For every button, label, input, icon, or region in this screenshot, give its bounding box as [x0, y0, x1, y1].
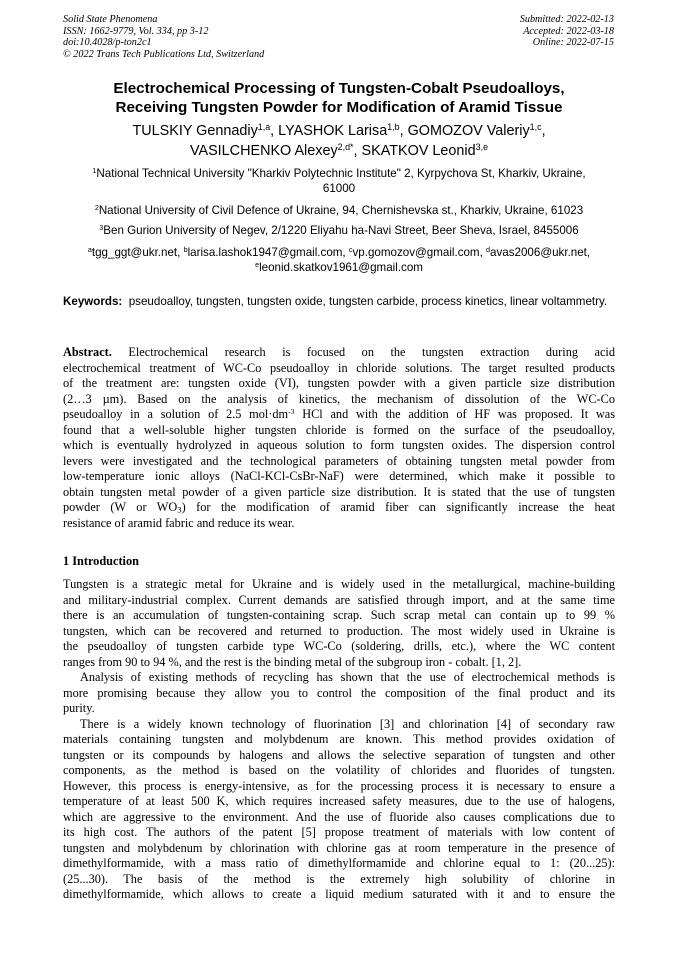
body-line: tungsten or its compounds by halogens and allows the selective separation of tungsten and other	[63, 747, 615, 762]
abstract-line: powder (W or $WO_3$) for the modification of aramid fiber can significantly increase the heat	[63, 500, 615, 515]
journal-info	[63, 14, 264, 60]
keywords-text: pseudoalloy, tungsten, tungsten oxide, tungsten carbide, process kinetics, linear voltammetry.	[128, 295, 608, 308]
affiliation-1	[63, 167, 615, 196]
author-list	[40, 121, 638, 161]
authors-line-1: TULSKIY Gennadiy$^{1,a}$, LYASHOK Larisa$^{1,b}$, GOMOZOV Valeriy$^{1,c}$,	[132, 122, 546, 139]
keywords-label: Keywords:	[63, 295, 123, 308]
author-name: TULSKIY Gennadiy	[132, 123, 258, 139]
affiliation-2: $^2$National University of Civil Defence of Ukraine, 94, Chernishevska st., Kharkiv, Ukraine, 61023	[94, 203, 584, 217]
author-affil-marker: 2,d*	[337, 142, 354, 153]
title-line-2: Receiving Tungsten Powder for Modification of Aramid Tissue	[115, 98, 563, 116]
author-emails: $^a$tgg_ggt@ukr.net, $^b$larisa.lashok1947@gmail.com, $^c$vp.gomozov@gmail.com, $^d$avas2006@ukr.net, $^e$leonid.skatkov1961@gmail.com	[87, 245, 591, 274]
body-line: dimethylformamide, with a mass ratio of dimethylformamide and chlorine equal to 1: (20...25):	[63, 856, 615, 870]
email-link[interactable]: tgg_ggt@ukr.net,	[91, 246, 181, 259]
affiliation-1-line-2: 61000	[322, 181, 356, 195]
abstract-line: found that a well-soluble higher tungsten chloride is formed on the surface of the pseudoalloy,	[63, 422, 615, 437]
abstract-line: electrochemical treatment of WC-Co pseudoalloy in chloride solutions. The target resulted products	[63, 360, 615, 375]
authors-line-2: VASILCHENKO Alexey$^{2,d*}$, SKATKOV Leonid$^{3,e}$	[189, 142, 489, 159]
abstract	[63, 345, 615, 531]
author-name: LYASHOK Larisa	[278, 123, 388, 139]
online-date: Online: 2022-07-15	[532, 37, 614, 49]
body-line: temperature of at least 500 K, which requires increased safety measures, due to the use of halogens,	[63, 794, 615, 808]
affil-marker: 1	[92, 166, 97, 176]
email-link[interactable]: larisa.lashok1947@gmail.com,	[187, 246, 346, 259]
author-name: VASILCHENKO Alexey	[189, 143, 338, 159]
author-affil-marker: 3,e	[475, 142, 489, 153]
body-line: more promising because they allow you to control the composition of the final product and its	[63, 685, 615, 700]
abstract-line: pseudoalloy in a solution of 2.5 $mol\cdot dm^{-3}$ HCl and with the addition of HF was proposed. It was	[63, 406, 616, 421]
author-affil-marker: 1,a	[257, 122, 271, 133]
copyright: © 2022 Trans Tech Publications Ltd, Switzerland	[63, 48, 265, 60]
author-affil-marker: 1,c	[529, 122, 542, 133]
email-link[interactable]: leonid.skatkov1961@gmail.com	[259, 260, 423, 274]
author-name: SKATKOV Leonid	[361, 143, 476, 159]
body-line: and military-industrial complex. Current demands are satisfied through import, and at the same time	[63, 592, 615, 607]
abstract-line: Abstract. Electrochemical research is focused on the tungsten extraction during acid	[63, 345, 615, 359]
abstract-line: low-temperature ionic alloys (NaCl-KCl-CsBr-NaF) were determined, which make it possible to	[63, 469, 615, 483]
body-line: components, as the method is based on the volatility of chlorides and fluorides of tungsten.	[63, 763, 615, 777]
body-line: dimethylformamide, which allows to create a liquid medium saturated with it and to ensure the	[63, 887, 615, 901]
email-link[interactable]: vp.gomozov@gmail.com,	[352, 246, 483, 259]
abstract-line: obtain tungsten metal powder of a given particle size distribution. It is stated that the use of tungsten	[63, 484, 615, 499]
section-heading-introduction: 1 Introduction	[63, 554, 139, 568]
publication-dates	[520, 14, 614, 49]
body-line: the pseudoalloy of tungsten carbide type WC-Co (soldering, drills, etc.), where the WC content	[63, 639, 615, 653]
body-line: (25...30). The basis of the method is the extremely high solubility of chlorine in	[63, 871, 615, 886]
paper-title	[40, 80, 638, 117]
body-line: Tungsten is a strategic metal for Ukraine and is widely used in the metallurgical, machine-building	[63, 577, 615, 591]
body-line: ranges from 90 to 94 %, and the rest is the binding metal of the subgroup iron - cobalt. [1, 2].	[63, 654, 522, 669]
body-line: There is a widely known technology of fluorination [3] and chlorination [4] of secondary raw	[80, 716, 615, 731]
abstract-line: levers were investigated and the technological parameters of obtaining tungsten metal powder from	[63, 453, 615, 468]
journal-name: Solid State Phenomena	[63, 14, 158, 25]
body-line: its high cost. The authors of the patent [5] propose treatment of materials with low content of	[63, 825, 615, 839]
body-line: However, this process is energy-intensive, as for the processing process it is necessary to ensure a	[63, 778, 615, 793]
body-line: Analysis of existing methods of recycling has shown that the use of electrochemical methods is	[80, 670, 615, 684]
abstract-label: Abstract.	[63, 345, 112, 359]
author-affil-marker: 1,b	[387, 122, 400, 133]
issn-volume: ISSN: 1662-9779, Vol. 334, pp 3-12	[63, 25, 209, 37]
submitted-date: Submitted: 2022-02-13	[519, 14, 614, 25]
affil-marker: 3	[99, 223, 104, 233]
title-line-1: Electrochemical Processing of Tungsten-Cobalt Pseudoalloys,	[113, 80, 565, 97]
affiliation-3: $^3$Ben Gurion University of Negev, 2/1220 Eliyahu ha-Navi Street, Beer Sheva, Israel, 8455006	[99, 223, 579, 237]
introduction-body	[63, 577, 615, 903]
body-line: tungsten and molybdenum by chlorination with chlorine gas at room temperature in the presence of	[63, 840, 615, 855]
accepted-date: Accepted: 2022-03-18	[523, 25, 614, 37]
abstract-line: (2…3 µm). Based on the analysis of kinetics, the mechanism of dissolution of the WC-Co	[63, 391, 615, 406]
doi-link[interactable]: doi:10.4028/p-ton2c1	[63, 37, 152, 49]
email-link[interactable]: avas2006@ukr.net,	[490, 246, 591, 259]
body-line: purity.	[63, 701, 95, 715]
abstract-line: resistance of aramid fabric and reduce its wear.	[63, 515, 295, 530]
abstract-line: which is eventually hydrolyzed in aqueous solution to form tungsten oxides. The dispersion control	[63, 438, 615, 452]
body-line: which are aggressive to the environment. And the use of fluoride also causes complications due to	[63, 809, 615, 824]
abstract-line: of the treatment are: tungsten oxide (VI), tungsten powder with a given particle size distribution	[63, 376, 615, 390]
keywords	[63, 295, 615, 310]
author-name: GOMOZOV Valeriy	[407, 123, 530, 139]
body-line: tungsten, which can be recovered and returned to production. The most widely used in Ukraine is	[63, 623, 615, 638]
affiliation-1-line-1: $^1$National Technical University "Kharkiv Polytechnic Institute" 2, Kyrpychova St, Kharkiv, Ukraine,	[92, 166, 586, 180]
body-line: materials containing tungsten and molybdenum are known. This method provides oxidation of	[63, 732, 615, 746]
body-line: there is an accumulation of tungsten-containing scrap. Such scrap metal can contain up to 99 %	[63, 608, 615, 622]
affil-marker: 2	[94, 203, 99, 213]
